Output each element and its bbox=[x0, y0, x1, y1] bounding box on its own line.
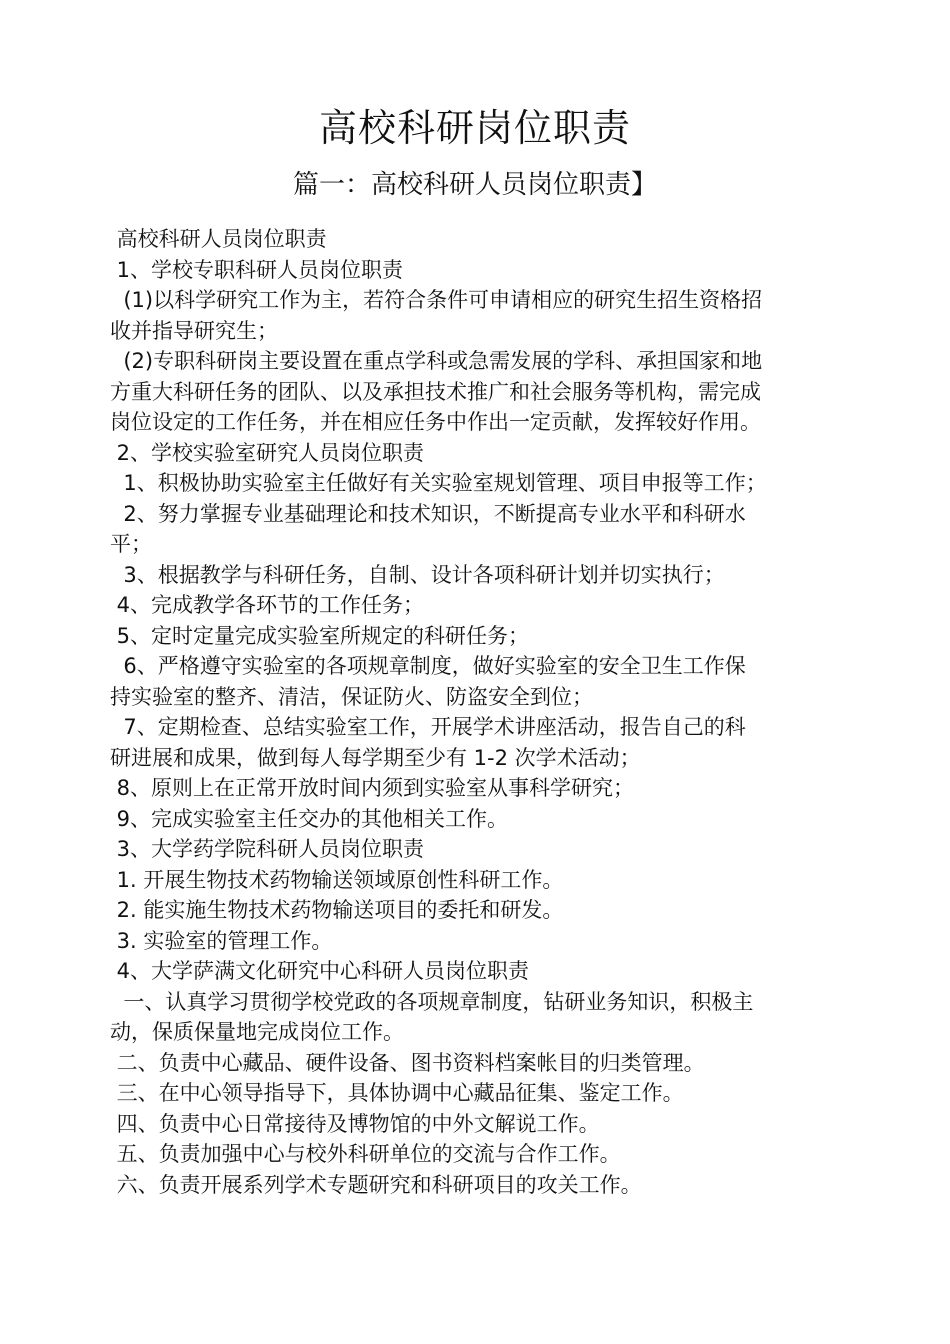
document-title: 高校科研岗位职责 bbox=[318, 106, 631, 150]
body-line: 3、根据教学与科研任务，自制、设计各项科研计划并切实执行； bbox=[110, 562, 725, 587]
body-line: 1、积极协助实验室主任做好有关实验室规划管理、项目申报等工作； bbox=[110, 471, 767, 495]
body-line: 1. 开展生物技术药物输送领域原创性科研工作。 bbox=[110, 867, 564, 892]
body-line: 方重大科研任务的团队、以及承担技术推广和社会服务等机构，需完成 bbox=[110, 379, 761, 404]
body-line: 研进展和成果，做到每人每学期至少有 1-2 次学术活动； bbox=[110, 745, 641, 770]
body-line: 6、严格遵守实验室的各项规章制度，做好实验室的安全卫生工作保 bbox=[110, 654, 746, 678]
body-line: 二、负责中心藏品、硬件设备、图书资料档案帐目的归类管理。 bbox=[110, 1050, 705, 1075]
body-line: 3、大学药学院科研人员岗位职责 bbox=[110, 837, 425, 861]
body-line: 7、定期检查、总结实验室工作，开展学术讲座活动，报告自己的科 bbox=[110, 715, 746, 739]
body-line: 9、完成实验室主任交办的其他相关工作。 bbox=[110, 806, 509, 831]
body-line: (2)专职科研岗主要设置在重点学科或急需发展的学科、承担国家和地 bbox=[110, 349, 763, 373]
body-line: 持实验室的整齐、清洁，保证防火、防盗安全到位； bbox=[110, 684, 593, 709]
body-line: 三、在中心领导指导下，具体协调中心藏品征集、鉴定工作。 bbox=[110, 1081, 684, 1105]
body-line: 动，保质保量地完成岗位工作。 bbox=[110, 1020, 404, 1044]
body-line: 8、原则上在正常开放时间内须到实验室从事科学研究； bbox=[110, 776, 635, 800]
body-line: 4、大学萨满文化研究中心科研人员岗位职责 bbox=[110, 959, 530, 983]
body-line: 六、负责开展系列学术专题研究和科研项目的攻关工作。 bbox=[110, 1172, 642, 1197]
body-line: 2、努力掌握专业基础理论和技术知识，不断提高专业水平和科研水 bbox=[110, 501, 746, 526]
body-line: 2. 能实施生物技术药物输送项目的委托和研发。 bbox=[110, 898, 564, 922]
body-line: 四、负责中心日常接待及博物馆的中外文解说工作。 bbox=[110, 1111, 600, 1136]
body-line: 五、负责加强中心与校外科研单位的交流与合作工作。 bbox=[110, 1142, 621, 1166]
body-line: 1、学校专职科研人员岗位职责 bbox=[110, 257, 404, 282]
body-line: 岗位设定的工作任务，并在相应任务中作出一定贡献，发挥较好作用。 bbox=[110, 410, 761, 434]
body-line: 2、学校实验室研究人员岗位职责 bbox=[110, 440, 425, 465]
body-line: 一、认真学习贯彻学校党政的各项规章制度，钻研业务知识，积极主 bbox=[110, 989, 754, 1014]
body-line: 5、定时定量完成实验室所规定的科研任务； bbox=[110, 623, 530, 648]
body-line: 平； bbox=[110, 532, 152, 556]
body-line: 4、完成教学各环节的工作任务； bbox=[110, 593, 425, 617]
body-line: 3. 实验室的管理工作。 bbox=[110, 928, 333, 953]
body-line: 收并指导研究生； bbox=[110, 318, 278, 343]
body-line: (1)以科学研究工作为主，若符合条件可申请相应的研究生招生资格招 bbox=[110, 288, 763, 312]
document-subtitle: 篇一：高校科研人员岗位职责】 bbox=[292, 170, 657, 200]
body-line: 高校科研人员岗位职责 bbox=[110, 227, 327, 251]
document-body bbox=[110, 224, 850, 1200]
